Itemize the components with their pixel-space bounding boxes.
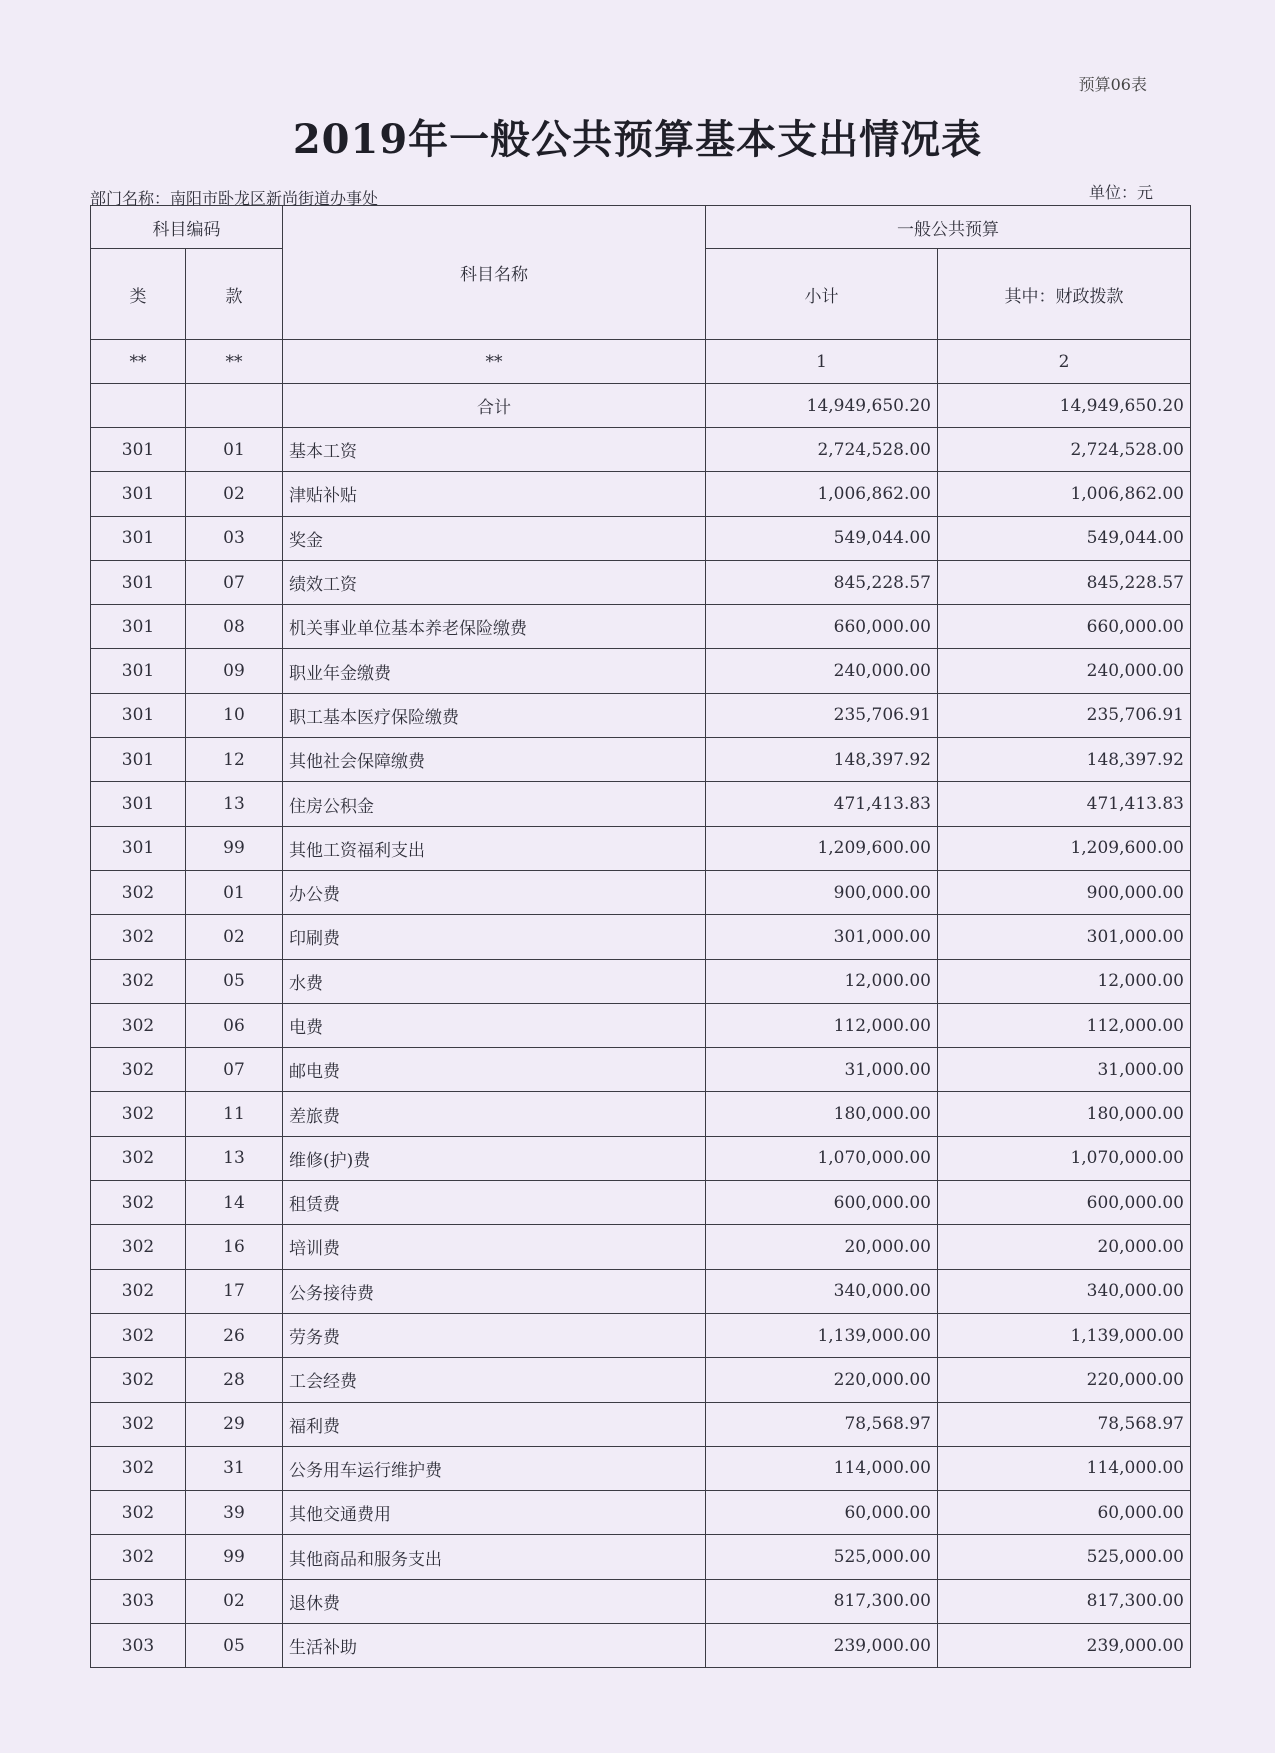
header-general-budget: 一般公共预算 [706,206,1191,249]
table-row [91,560,1191,604]
row-subtotal: 1,006,862.00 [706,472,938,516]
row-subject-name: 水费 [283,959,706,1003]
row-subtotal: 20,000.00 [706,1225,938,1269]
row-subtotal: 660,000.00 [706,605,938,649]
table-row [91,649,1191,693]
row-subtotal: 817,300.00 [706,1579,938,1623]
row-subtotal: 1,209,600.00 [706,826,938,870]
row-class: 301 [91,516,186,560]
row-item: 26 [186,1313,283,1357]
table-row [91,693,1191,737]
row-subtotal: 549,044.00 [706,516,938,560]
row-subtotal: 845,228.57 [706,560,938,604]
row-class: 302 [91,1003,186,1047]
currency-unit: 单位：元 [1088,183,1153,202]
budget-table [90,205,1191,1668]
row-fiscal: 239,000.00 [938,1624,1191,1668]
row-item: 09 [186,649,283,693]
row-subject-name: 邮电费 [283,1048,706,1092]
row-item: 31 [186,1446,283,1490]
row-fiscal: 148,397.92 [938,738,1191,782]
row-item: 05 [186,1624,283,1668]
budget-rows [91,428,1191,1668]
table-row [91,782,1191,826]
row-subject-name: 奖金 [283,516,706,560]
row-class: 302 [91,1092,186,1136]
table-row [91,1225,1191,1269]
row-fiscal: 1,139,000.00 [938,1313,1191,1357]
table-row [91,870,1191,914]
row-subject-name: 机关事业单位基本养老保险缴费 [283,605,706,649]
row-item: 16 [186,1225,283,1269]
row-item: 10 [186,693,283,737]
row-item: 07 [186,1048,283,1092]
row-class: 302 [91,1358,186,1402]
row-item: 29 [186,1402,283,1446]
row-subtotal: 1,139,000.00 [706,1313,938,1357]
row-fiscal: 1,209,600.00 [938,826,1191,870]
form-number: 预算06表 [1078,75,1147,94]
row-subject-name: 其他商品和服务支出 [283,1535,706,1579]
row-subject-name: 职业年金缴费 [283,649,706,693]
row-item: 06 [186,1003,283,1047]
row-subject-name: 电费 [283,1003,706,1047]
row-item: 13 [186,1136,283,1180]
row-subtotal: 235,706.91 [706,693,938,737]
row-subject-name: 生活补助 [283,1624,706,1668]
row-subject-name: 住房公积金 [283,782,706,826]
row-class: 302 [91,1181,186,1225]
row-item: 07 [186,560,283,604]
row-fiscal: 60,000.00 [938,1491,1191,1535]
table-row [91,472,1191,516]
table-row [91,738,1191,782]
row-fiscal: 1,070,000.00 [938,1136,1191,1180]
table-row [91,1402,1191,1446]
row-fiscal: 1,006,862.00 [938,472,1191,516]
row-fiscal: 471,413.83 [938,782,1191,826]
row-class: 302 [91,1446,186,1490]
table-row [91,1579,1191,1623]
table-row [91,1358,1191,1402]
row-subtotal: 2,724,528.00 [706,428,938,472]
row-class: 302 [91,959,186,1003]
marker-fiscal: 2 [938,340,1191,384]
row-subject-name: 基本工资 [283,428,706,472]
row-subtotal: 900,000.00 [706,870,938,914]
table-row [91,1491,1191,1535]
row-subject-name: 其他交通费用 [283,1491,706,1535]
row-class: 301 [91,605,186,649]
row-fiscal: 235,706.91 [938,693,1191,737]
row-class: 301 [91,782,186,826]
table-row [91,826,1191,870]
row-fiscal: 114,000.00 [938,1446,1191,1490]
row-fiscal: 301,000.00 [938,915,1191,959]
row-subtotal: 114,000.00 [706,1446,938,1490]
row-class: 303 [91,1579,186,1623]
row-class: 303 [91,1624,186,1668]
row-item: 03 [186,516,283,560]
row-class: 302 [91,1269,186,1313]
marker-item: ** [186,340,283,384]
row-class: 301 [91,428,186,472]
row-fiscal: 2,724,528.00 [938,428,1191,472]
row-subtotal: 600,000.00 [706,1181,938,1225]
row-subject-name: 培训费 [283,1225,706,1269]
row-class: 302 [91,1225,186,1269]
row-subject-name: 公务接待费 [283,1269,706,1313]
table-row [91,428,1191,472]
row-item: 28 [186,1358,283,1402]
row-class: 301 [91,738,186,782]
table-row [91,959,1191,1003]
row-subject-name: 公务用车运行维护费 [283,1446,706,1490]
row-subtotal: 1,070,000.00 [706,1136,938,1180]
header-class: 类 [91,249,186,340]
page-title: 2019年一般公共预算基本支出情况表 [292,116,983,163]
row-subtotal: 78,568.97 [706,1402,938,1446]
row-subtotal: 525,000.00 [706,1535,938,1579]
row-fiscal: 340,000.00 [938,1269,1191,1313]
row-fiscal: 31,000.00 [938,1048,1191,1092]
row-subtotal: 220,000.00 [706,1358,938,1402]
row-class: 301 [91,472,186,516]
row-subtotal: 12,000.00 [706,959,938,1003]
row-subject-name: 其他工资福利支出 [283,826,706,870]
table-row [91,915,1191,959]
row-subtotal: 301,000.00 [706,915,938,959]
row-subject-name: 差旅费 [283,1092,706,1136]
row-item: 01 [186,428,283,472]
row-fiscal: 660,000.00 [938,605,1191,649]
row-class: 302 [91,1313,186,1357]
row-item: 17 [186,1269,283,1313]
row-item: 12 [186,738,283,782]
row-item: 08 [186,605,283,649]
row-class: 302 [91,1402,186,1446]
row-class: 302 [91,915,186,959]
row-subtotal: 240,000.00 [706,649,938,693]
row-fiscal: 112,000.00 [938,1003,1191,1047]
row-fiscal: 20,000.00 [938,1225,1191,1269]
row-subtotal: 471,413.83 [706,782,938,826]
row-item: 02 [186,472,283,516]
row-fiscal: 817,300.00 [938,1579,1191,1623]
table-row [91,1181,1191,1225]
row-item: 05 [186,959,283,1003]
row-subject-name: 租赁费 [283,1181,706,1225]
table-row [91,1624,1191,1668]
table-row [91,1003,1191,1047]
row-item: 99 [186,826,283,870]
marker-class: ** [91,340,186,384]
row-class: 301 [91,560,186,604]
department-name: 部门名称：南阳市卧龙区新尚街道办事处 [90,189,379,208]
total-fiscal: 14,949,650.20 [938,384,1191,428]
row-class: 302 [91,1491,186,1535]
row-item: 13 [186,782,283,826]
row-fiscal: 845,228.57 [938,560,1191,604]
row-subtotal: 239,000.00 [706,1624,938,1668]
row-subject-name: 印刷费 [283,915,706,959]
table-row [91,1136,1191,1180]
row-fiscal: 600,000.00 [938,1181,1191,1225]
header-subject-code: 科目编码 [91,206,283,249]
total-subtotal: 14,949,650.20 [706,384,938,428]
row-class: 302 [91,1136,186,1180]
row-subject-name: 退休费 [283,1579,706,1623]
row-subtotal: 340,000.00 [706,1269,938,1313]
row-subject-name: 劳务费 [283,1313,706,1357]
row-subject-name: 职工基本医疗保险缴费 [283,693,706,737]
table-row [91,1446,1191,1490]
header-fiscal: 其中：财政拨款 [938,249,1191,340]
row-class: 301 [91,826,186,870]
total-label: 合计 [283,384,706,428]
row-fiscal: 549,044.00 [938,516,1191,560]
header-subject-name: 科目名称 [283,206,706,340]
row-item: 14 [186,1181,283,1225]
total-row [91,384,1191,428]
row-subtotal: 148,397.92 [706,738,938,782]
row-fiscal: 900,000.00 [938,870,1191,914]
marker-subtotal: 1 [706,340,938,384]
row-fiscal: 220,000.00 [938,1358,1191,1402]
row-item: 39 [186,1491,283,1535]
row-class: 301 [91,693,186,737]
row-class: 301 [91,649,186,693]
row-subject-name: 津贴补贴 [283,472,706,516]
row-class: 302 [91,1535,186,1579]
row-item: 11 [186,1092,283,1136]
row-subject-name: 办公费 [283,870,706,914]
row-fiscal: 12,000.00 [938,959,1191,1003]
table-row [91,605,1191,649]
row-subtotal: 31,000.00 [706,1048,938,1092]
marker-name: ** [283,340,706,384]
row-subtotal: 180,000.00 [706,1092,938,1136]
marker-row [91,340,1191,384]
row-fiscal: 525,000.00 [938,1535,1191,1579]
row-item: 02 [186,1579,283,1623]
row-item: 01 [186,870,283,914]
row-subtotal: 60,000.00 [706,1491,938,1535]
row-fiscal: 78,568.97 [938,1402,1191,1446]
row-subject-name: 福利费 [283,1402,706,1446]
row-subject-name: 绩效工资 [283,560,706,604]
table-row [91,1535,1191,1579]
table-row [91,1269,1191,1313]
header-subtotal: 小计 [706,249,938,340]
row-item: 02 [186,915,283,959]
row-subject-name: 工会经费 [283,1358,706,1402]
table-row [91,1313,1191,1357]
table-row [91,1092,1191,1136]
row-item: 99 [186,1535,283,1579]
row-fiscal: 180,000.00 [938,1092,1191,1136]
table-row [91,1048,1191,1092]
row-class: 302 [91,1048,186,1092]
row-subject-name: 维修(护)费 [283,1136,706,1180]
row-class: 302 [91,870,186,914]
header-item: 款 [186,249,283,340]
table-row [91,516,1191,560]
row-subtotal: 112,000.00 [706,1003,938,1047]
row-subject-name: 其他社会保障缴费 [283,738,706,782]
row-fiscal: 240,000.00 [938,649,1191,693]
